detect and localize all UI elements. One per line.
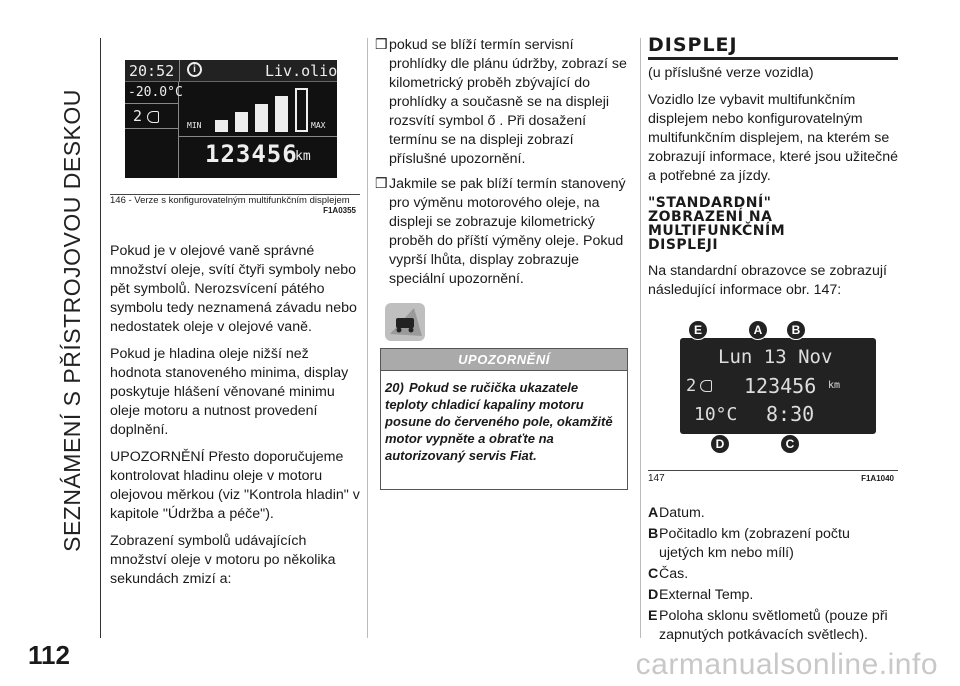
column-2-text <box>375 36 635 295</box>
paragraph: Na standardní obrazovce se zobrazují následující informace obr. 147: <box>648 263 887 298</box>
legend-item: B Počitadlo km (zobrazení počtu ujetých km nebo mílí) <box>648 526 850 561</box>
callout-badge-d: D <box>710 434 730 454</box>
display-label: Liv.olio <box>265 62 338 80</box>
warning-car-icon <box>382 300 432 344</box>
column-3-text <box>648 34 898 308</box>
info-icon: i <box>187 62 202 77</box>
subsection-heading: "STANDARDNÍ" ZOBRAZENÍ NA MULTIFUNKČNÍM DISPLEJI <box>648 195 786 253</box>
warning-title: UPOZORNĚNÍ <box>381 349 627 371</box>
page-number: 112 <box>28 640 70 670</box>
legend-item: A Datum. <box>648 505 705 521</box>
paragraph: Pokud je hladina oleje nižší než hodnota stanoveného minima, display poskytuje hlášení věnované minimu oleje motoru a nutnost provedení doplnění. <box>110 346 349 438</box>
margin-rule <box>100 38 101 638</box>
oil-level-bar <box>295 88 308 132</box>
display-gear: 2 <box>686 376 697 396</box>
display-unit: km <box>295 149 311 164</box>
display-temperature: -20.0°C <box>128 85 183 100</box>
paragraph: (u příslušné verze vozidla) <box>648 65 814 81</box>
section-heading: DISPLEJ <box>648 34 898 60</box>
oil-level-bar <box>215 120 228 132</box>
display-temperature: 10°C <box>694 404 738 425</box>
bullet-item: ❒ Jakmile se pak blíží termín stanovený pro výměnu motorového oleje, na displeji se zobrazuje kilometrický proběh do příští výměny oleje. Pokud vyprší lhůta, display zobrazuje speciální upozornění. <box>375 176 626 287</box>
column-separator <box>367 38 368 638</box>
display-gear: 2 <box>133 107 143 125</box>
column-1-text <box>110 242 360 597</box>
oil-level-bar <box>255 104 268 132</box>
side-section-title: SEZNÁMENÍ S PŘÍSTROJOVOU DESKOU <box>58 88 85 552</box>
display-time: 20:52 <box>129 62 175 80</box>
legend-item: C Čas. <box>648 566 689 582</box>
figure-legend <box>648 504 898 647</box>
display-odometer: 123456 <box>205 140 298 168</box>
checkbox-bullet-icon: ❒ <box>375 37 388 53</box>
callout-badge-c: C <box>780 434 800 454</box>
figure-146-caption: 146 - Verze s konfigurovatelným multifunkčním displejem F1A0355 <box>110 194 360 206</box>
headlight-icon <box>147 111 159 123</box>
standard-display-figure-147 <box>678 318 878 458</box>
paragraph: Pokud je v olejové vaně správné množství oleje, svítí čtyři symboly nebo pět symbolů. Nerozsvícení pátého symbolu tedy neznamená závadu nebo nedostatek oleje v olejové vaně. <box>110 243 357 335</box>
warning-box <box>380 348 628 490</box>
checkbox-bullet-icon: ❒ <box>375 176 388 192</box>
min-label: MIN <box>187 121 202 130</box>
column-separator <box>640 38 641 638</box>
oil-level-bar <box>275 96 288 132</box>
headlight-icon <box>700 380 712 392</box>
lcd-screen <box>680 338 876 434</box>
legend-item: E Poloha sklonu světlometů (pouze při zapnutých potkávacích světlech). <box>648 608 888 643</box>
callout-badge-b: B <box>786 320 806 340</box>
paragraph: UPOZORNĚNÍ Přesto doporučujeme kontrolovat hladinu oleje v motoru olejovou měrkou (viz "Kontrola hladin" v kapitole "Údržba a péče"). <box>110 449 360 522</box>
oil-level-bar <box>235 112 248 132</box>
callout-badge-e: E <box>688 320 708 340</box>
figure-code: F1A0355 <box>323 206 356 215</box>
multifunction-display-figure-146 <box>125 60 337 178</box>
legend-item: D External Temp. <box>648 587 754 603</box>
display-odometer: 123456 <box>744 374 817 398</box>
display-date: Lun 13 Nov <box>718 346 833 368</box>
watermark: carmanualsonline.info <box>635 648 938 681</box>
bullet-item: ❒ pokud se blíží termín servisní prohlídky dle plánu údržby, zobrazí se kilometrický proběh zbývající do prohlídky a současně se na displeji rozsvítí symbol ő . Při dosažení termínu se na displeji zobrazí příslušné upozornění. <box>375 37 627 167</box>
figure-code: F1A1040 <box>861 474 894 483</box>
callout-badge-a: A <box>748 320 768 340</box>
max-label: MAX <box>311 121 326 130</box>
warning-text: 20) Pokud se ručička ukazatele teploty chladicí kapaliny motoru posune do červeného pole, okamžitě motor vypněte a obraťte na autorizovaný servis Fiat. <box>385 380 613 463</box>
figure-147-caption: 147 F1A1040 <box>648 470 898 484</box>
display-unit: km <box>828 380 841 391</box>
paragraph: Vozidlo lze vybavit multifunkčním displejem nebo konfigurovatelným multifunkčním displejem, na kterém se zobrazují informace, které jsou užitečné a potřebné za jízdy. <box>648 92 898 184</box>
display-time: 8:30 <box>766 402 815 426</box>
paragraph: Zobrazení symbolů udávajících množství oleje v motoru po několika sekundách zmizí a: <box>110 533 336 587</box>
